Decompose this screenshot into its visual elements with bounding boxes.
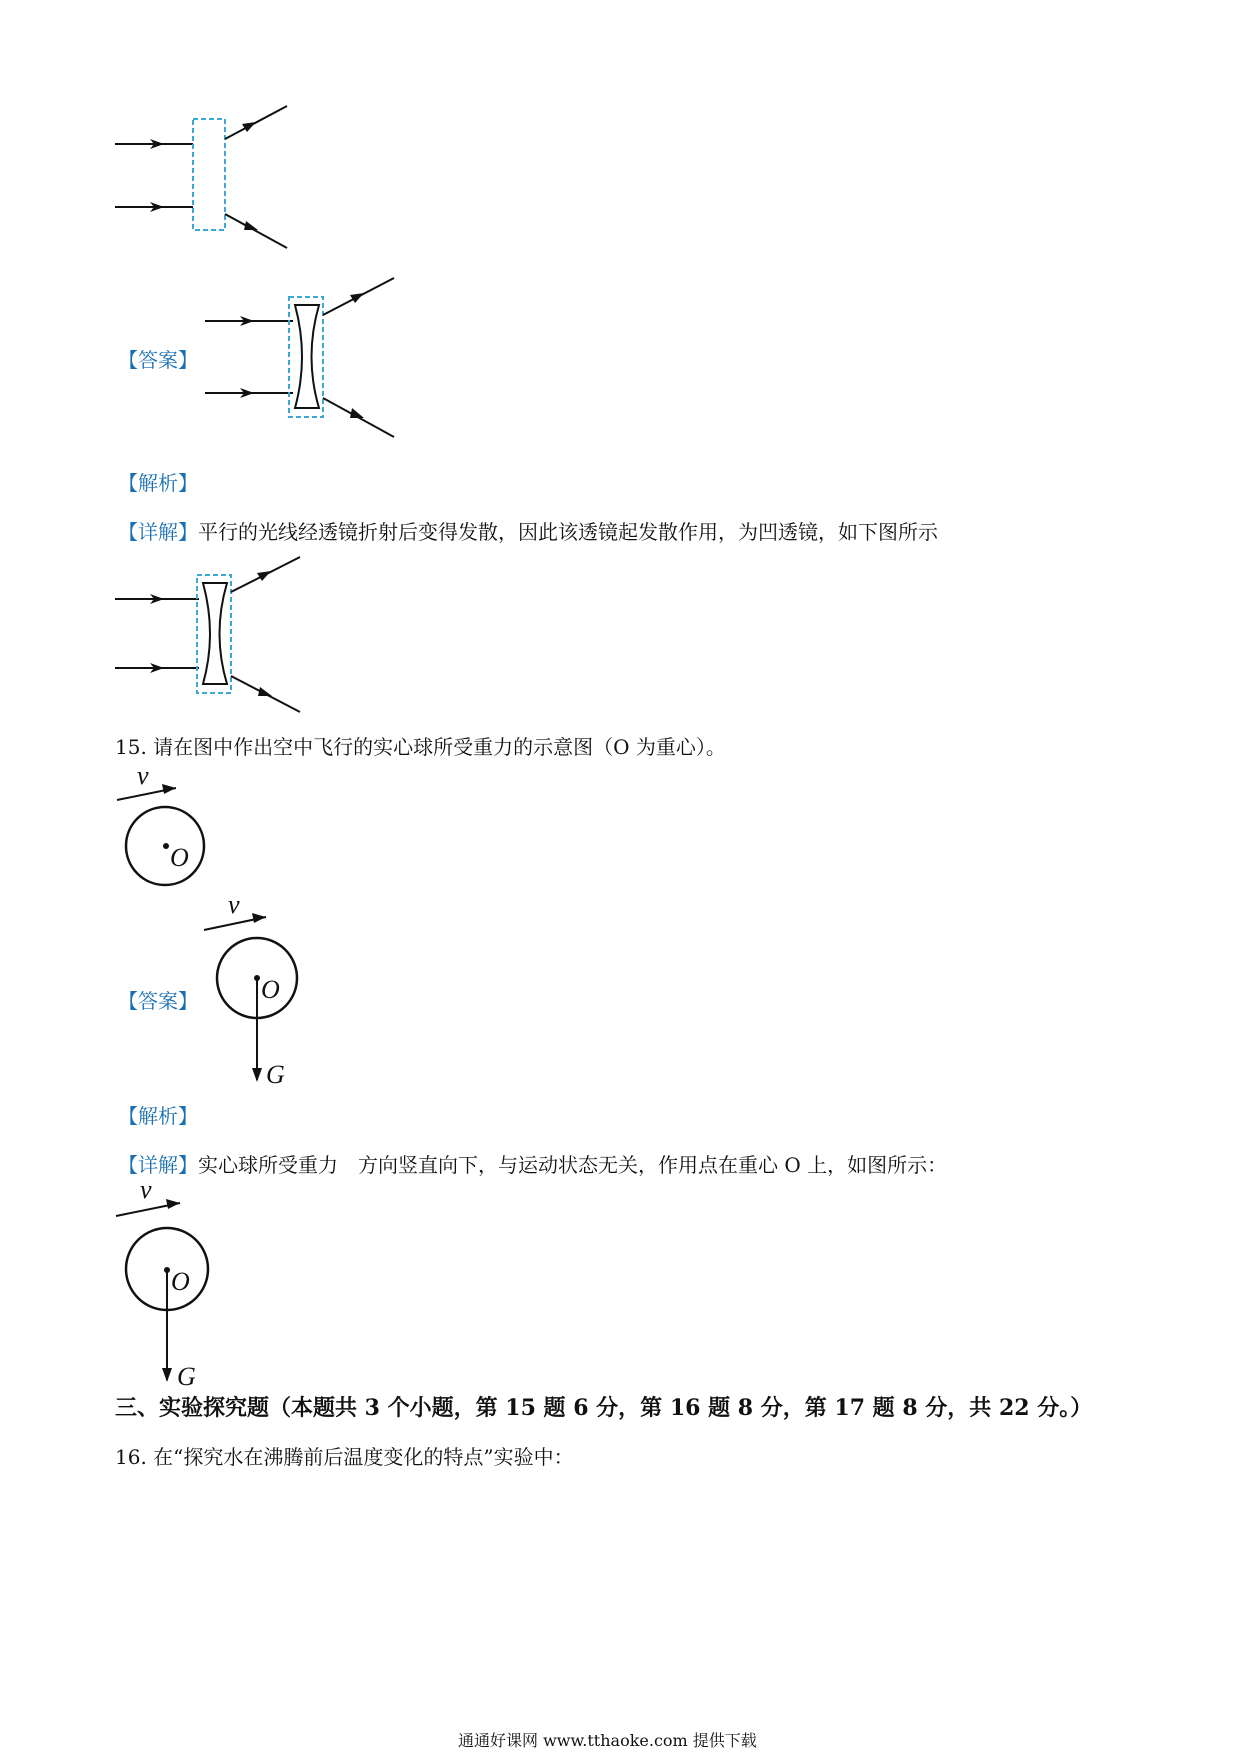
svg-text:G: G bbox=[177, 1362, 196, 1391]
answer-ball-diagram bbox=[204, 890, 297, 1089]
detail-line-q15 bbox=[118, 1149, 947, 1178]
svg-text:G: G bbox=[266, 1060, 285, 1089]
detail-line-q14 bbox=[118, 516, 938, 545]
center-label: O bbox=[170, 843, 189, 872]
detail-tag-q15: 【详解】 bbox=[118, 1153, 198, 1177]
svg-text:v: v bbox=[140, 1175, 152, 1204]
svg-text:O: O bbox=[261, 975, 280, 1004]
question-16: 16. 在“探究水在沸腾前后温度变化的特点”实验中： bbox=[115, 1445, 574, 1469]
incoming-ray-top bbox=[115, 139, 193, 149]
answer-lens-diagram bbox=[205, 278, 394, 437]
concave-lens-shape bbox=[295, 305, 319, 408]
answer-tag-q15: 【答案】 bbox=[118, 989, 198, 1013]
outgoing-ray-bottom bbox=[225, 214, 287, 248]
analysis-tag-q15: 【解析】 bbox=[118, 1104, 198, 1128]
analysis-tag-q14: 【解析】 bbox=[118, 471, 198, 495]
detail-lens-diagram bbox=[115, 557, 300, 712]
svg-text:v: v bbox=[228, 890, 240, 919]
svg-text:O: O bbox=[171, 1267, 190, 1296]
detail-text-q14: 平行的光线经透镜折射后变得发散，因此该透镜起发散作用，为凹透镜，如下图所示 bbox=[198, 520, 938, 544]
detail-tag-q14: 【详解】 bbox=[118, 520, 198, 544]
lens-placeholder-box bbox=[193, 119, 225, 230]
velocity-label: v bbox=[137, 761, 149, 790]
page-footer: 通通好课网 www.tthaoke.com 提供下载 bbox=[458, 1731, 757, 1750]
detail-ball-diagram bbox=[116, 1175, 208, 1391]
question-15: 15. 请在图中作出空中飞行的实心球所受重力的示意图（O 为重心）。 bbox=[115, 735, 726, 759]
incoming-ray-bottom bbox=[115, 202, 193, 212]
outgoing-ray-top bbox=[225, 106, 287, 139]
detail-text-q15: 实心球所受重力 方向竖直向下，与运动状态无关，作用点在重心 O 上，如图所示： bbox=[198, 1153, 948, 1177]
question-ball-diagram bbox=[117, 761, 204, 885]
answer-tag-q14: 【答案】 bbox=[118, 348, 198, 372]
section-3-heading: 三、实验探究题（本题共 3 个小题，第 15 题 6 分，第 16 题 8 分，第 17 题 8 分，共 22 分。） bbox=[115, 1395, 1093, 1421]
